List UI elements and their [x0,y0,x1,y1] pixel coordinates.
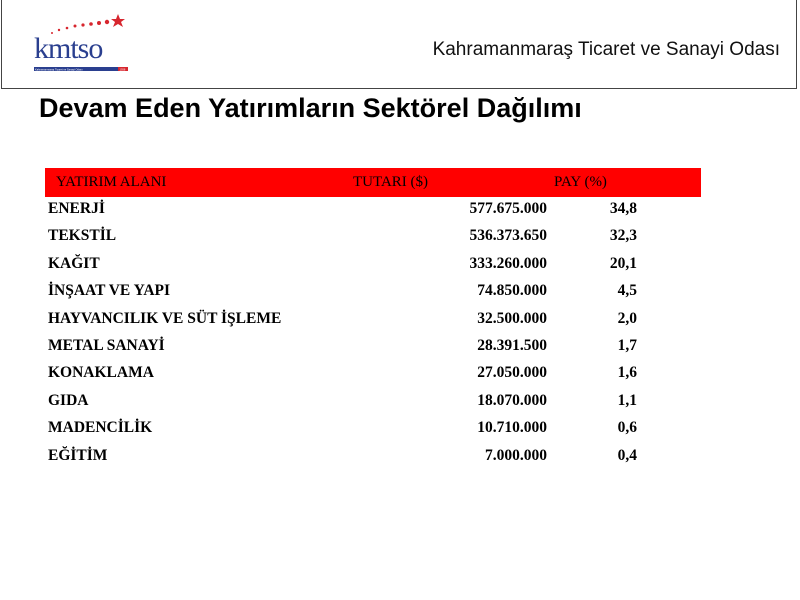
cell-share: 1,6 [617,364,637,382]
cell-share: 32,3 [609,227,637,245]
table-row [45,361,701,388]
cell-share: 20,1 [609,254,637,272]
cell-area: KONAKLAMA [48,364,154,382]
table-row [45,416,701,443]
table-header [45,168,701,197]
cell-amount: 536.373.650 [469,227,547,245]
cell-area: ENERJİ [48,200,105,217]
cell-area: MADENCİLİK [48,419,153,437]
table-row [45,307,701,334]
logo-wordmark: kmtso [34,32,103,65]
kmtso-logo [32,14,132,78]
column-header-amount: TUTARI ($) [353,174,429,190]
table-row [45,389,701,416]
cell-share: 0,4 [617,446,637,464]
table-row [45,444,701,471]
cell-share: 0,6 [617,419,637,437]
cell-share: 2,0 [617,309,637,327]
cell-area: TEKSTİL [48,227,117,245]
investment-table [45,168,701,471]
cell-amount: 74.850.000 [477,282,547,300]
table-row [45,224,701,251]
cell-area: İNŞAAT VE YAPI [48,282,171,300]
table-row [45,252,701,279]
table-row [45,197,701,224]
cell-amount: 32.500.000 [477,309,547,327]
cell-share: 1,1 [617,391,637,409]
cell-area: GIDA [48,391,89,409]
cell-amount: 10.710.000 [477,419,547,437]
cell-amount: 7.000.000 [485,446,547,464]
cell-share: 34,8 [609,200,637,217]
logo-badge: 1938 [119,68,126,72]
column-header-share: PAY (%) [554,174,607,190]
table-row [45,334,701,361]
page-title: Devam Eden Yatırımların Sektörel Dağılımı [39,93,582,123]
logo-subtitle: Kahramanmaraş Ticaret ve Sanayi Odası [35,68,83,72]
cell-amount: 27.050.000 [477,364,547,382]
header-frame [1,0,797,89]
cell-share: 1,7 [617,336,637,354]
table-row [45,279,701,306]
cell-amount: 333.260.000 [469,254,547,272]
cell-amount: 18.070.000 [477,391,547,409]
cell-amount: 28.391.500 [477,336,547,354]
cell-share: 4,5 [617,282,637,300]
column-header-area: YATIRIM ALANI [56,174,167,190]
cell-area: HAYVANCILIK VE SÜT İŞLEME [48,309,282,327]
cell-area: METAL SANAYİ [48,336,165,354]
cell-amount: 577.675.000 [469,200,547,217]
cell-area: KAĞIT [48,254,100,272]
org-name: Kahramanmaraş Ticaret ve Sanayi Odası [432,39,780,60]
cell-area: EĞİTİM [48,446,108,464]
